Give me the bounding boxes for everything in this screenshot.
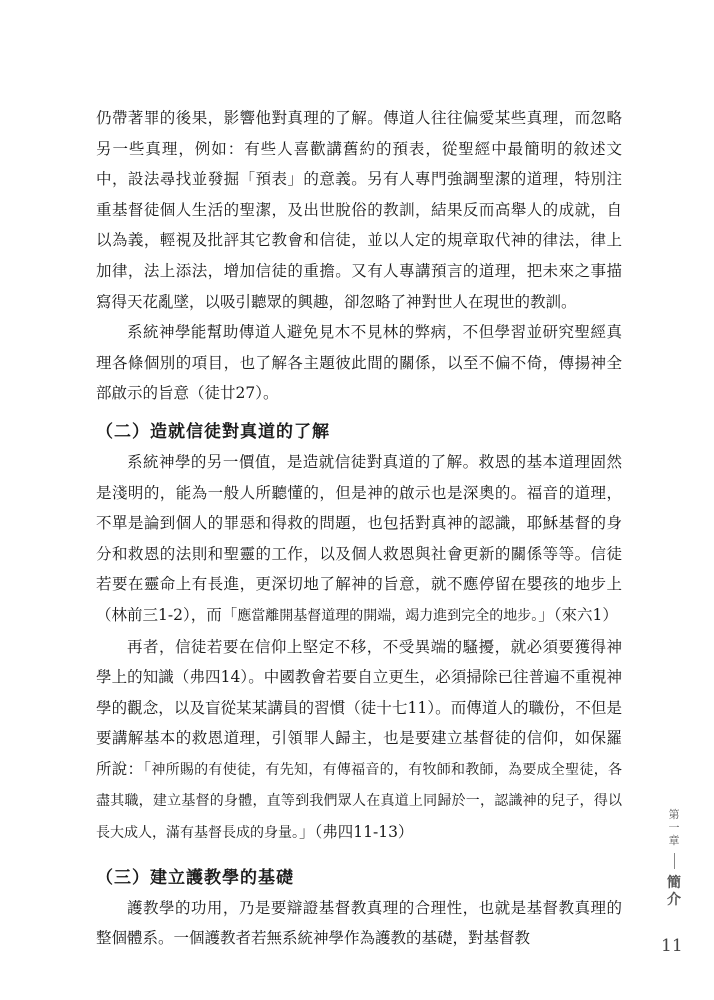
page-number: 11 — [661, 936, 683, 956]
chapter-sidebar — [664, 808, 684, 909]
paragraph-2: 系統神學能幫助傳道人避免見木不見林的弊病，不但學習並研究聖經真理各條個別的項目，也了解各主題彼此間的關係，以至不偏不倚，傳揚神全部啟示的旨意（徒廿27）。 — [96, 323, 622, 403]
section-heading-3: （三）建立護教學的基礎 — [96, 867, 294, 888]
scripture-quote-1: 應當離開基督道理的開端，竭力進到完全的地步。 — [237, 607, 539, 624]
paragraph-5: 護教學的功用，乃是要辯證基督教真理的合理性，也就是基督教真理的整個體系。一個護教者若無系統神學作為護教的基礎，對基督教 — [96, 898, 622, 948]
scripture-quote-2: 神所賜的有使徒，有先知，有傳福音的，有牧師和教師，為要成全聖徒，各盡其職，建立基督的身體，直等到我們眾人在真道上同歸於一，認識神的兒子，得以長大成人，滿有基督長成的身量。 — [96, 761, 622, 842]
chapter-label: 第一章 — [668, 808, 680, 847]
paragraph-3 — [96, 447, 622, 632]
paragraph-3-text-b: 」（來六1） — [538, 605, 618, 624]
sidebar-divider — [674, 853, 675, 869]
paragraph-3-text-a: 系統神學的另一價值，是造就信徒對真道的了解。救恩的基本道理固然是淺明的，能為一般人所聽懂的，但是神的啟示也是深奧的。福音的道理，不單是論到個人的罪惡和得救的問題，也包括對真神的認識，耶穌基督的身分和救恩的法則和聖靈的工作，以及個人救恩與社會更新的關係等等。信徒若要在靈命上有長進，更深切地了解神的旨意，就不應停留在嬰孩的地步上（林前三1-2），而「 — [96, 452, 622, 624]
paragraph-4-text-b: 」（弗四11-13） — [299, 823, 414, 842]
paragraph-4-text-a: 再者，信徒若要在信仰上堅定不移，不受異端的騷擾，就必須要獲得神學上的知識（弗四14）。中國教會若要自立更生，必須掃除已往普遍不重視神學的觀念，以及盲從某某講員的習慣（徒十七11）。而傳道人的職份，不但是要講解基本的救恩道理，引領罪人歸主，也是要建立基督徒的信仰，如保羅所說：「 — [96, 637, 622, 778]
chapter-title: 簡介 — [667, 875, 681, 908]
paragraph-1: 仍帶著罪的後果，影響他對真理的了解。傳道人往往偏愛某些真理，而忽略另一些真理，例如：有些人喜歡講舊約的預表，從聖經中最簡明的敘述文中，設法尋找並發掘「預表」的意義。另有人專門強調聖潔的道理，特別注重基督徒個人生活的聖潔，及出世脫俗的教訓，結果反而高舉人的成就，自以為義，輕視及批評其它教會和信徒，並以人定的規章取代神的律法，律上加律，法上添法，增加信徒的重擔。又有人專講預言的道理，把未來之事描寫得天花亂墜，以吸引聽眾的興趣，卻忽略了神對世人在現世的教訓。 — [96, 109, 622, 311]
section-heading-2: （二）造就信徒對真道的了解 — [96, 421, 330, 442]
body-text — [96, 103, 622, 954]
paragraph-4 — [96, 632, 622, 849]
